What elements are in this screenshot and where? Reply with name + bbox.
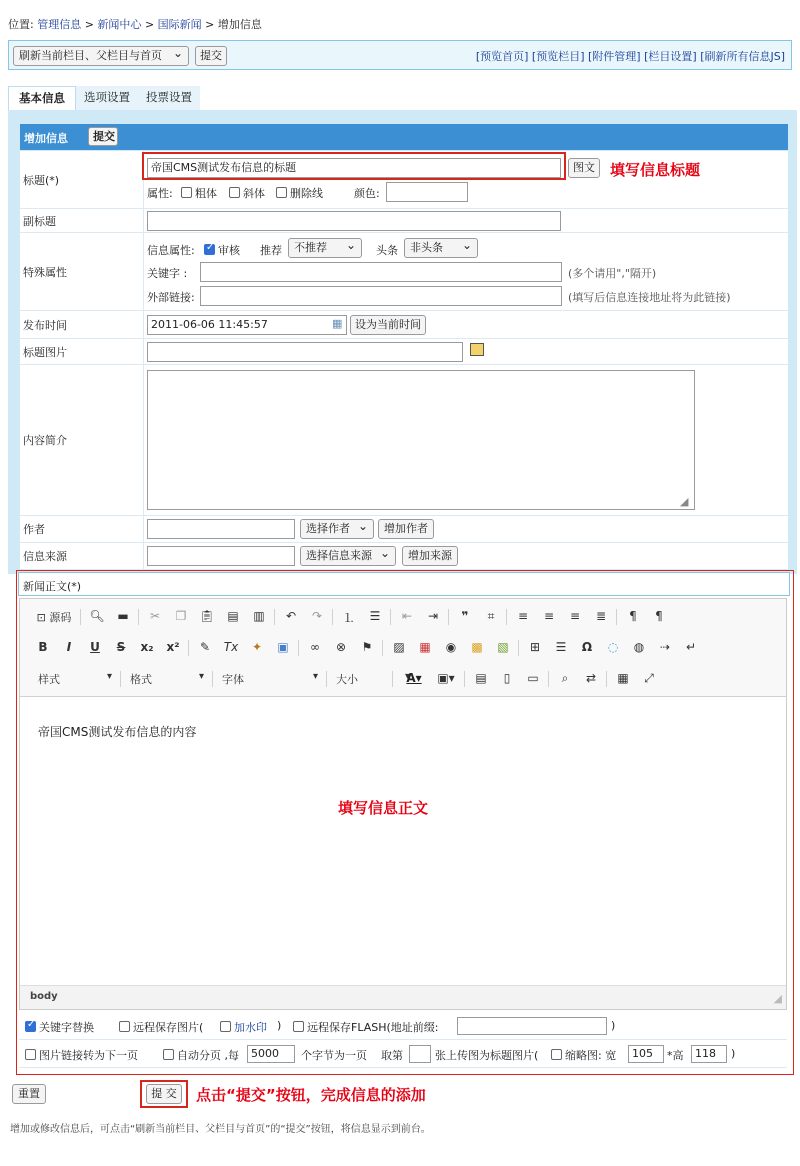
- source-code-label: 源码: [49, 611, 72, 624]
- auto-page-option[interactable]: [163, 1047, 239, 1063]
- strike-label: 删除线: [290, 187, 323, 200]
- top-toolbar: [8, 40, 792, 70]
- text-color-icon[interactable]: A▾: [406, 671, 422, 685]
- subscript-icon[interactable]: x₂: [140, 640, 154, 654]
- take-label: 取第: [381, 1049, 403, 1062]
- resize-handle-icon[interactable]: ◢: [680, 495, 689, 508]
- select-source[interactable]: 选择信息来源 ⌄: [300, 546, 396, 566]
- remote-flash-label: 远程保存FLASH(地址前缀:: [307, 1021, 439, 1034]
- form-header-title: 增加信息: [24, 132, 68, 145]
- external-link-label: 外部链接:: [147, 291, 195, 304]
- horizontal-line-icon[interactable]: ☰: [555, 640, 567, 654]
- size-combo[interactable]: [336, 671, 410, 687]
- bg-color-icon[interactable]: ▣▾: [437, 671, 455, 685]
- link-next-option[interactable]: [25, 1047, 138, 1063]
- blockquote-icon[interactable]: ❞: [461, 609, 469, 623]
- source-row: [20, 543, 788, 570]
- add-author-button[interactable]: 增加作者: [378, 519, 434, 539]
- link-icon[interactable]: ∞: [310, 640, 320, 654]
- redo-icon[interactable]: ↷: [311, 609, 323, 623]
- format-painter-icon[interactable]: ✎: [199, 640, 211, 654]
- italic-icon[interactable]: I: [66, 640, 72, 654]
- external-link-hint: (填写后信息连接地址将为此链接): [568, 291, 731, 304]
- toolbar-separator: [274, 609, 275, 625]
- publish-time-input[interactable]: 2011-06-06 11:45:57: [147, 315, 347, 335]
- attachment-icon[interactable]: ▩: [471, 640, 483, 654]
- audit-option[interactable]: [204, 242, 240, 258]
- subtitle-label: 副标题: [20, 209, 144, 232]
- audit-label: 审核: [218, 244, 240, 257]
- watermark-link[interactable]: 加水印: [234, 1021, 267, 1034]
- size-combo-label: 大小: [336, 673, 358, 686]
- title-highlight-box: [142, 152, 566, 180]
- toolbar-separator: [332, 609, 333, 625]
- tab-vote[interactable]: 投票设置: [138, 86, 200, 110]
- select-author[interactable]: 选择作者 ⌄: [300, 519, 374, 539]
- bold-label: 粗体: [195, 187, 217, 200]
- breadcrumb-sep: >: [205, 18, 215, 31]
- title-annotation: 填写信息标题: [610, 161, 701, 179]
- toolbar-separator: [212, 671, 213, 687]
- replace-icon[interactable]: ⇄: [585, 671, 597, 685]
- source-code-button[interactable]: [34, 609, 74, 625]
- unlink-icon[interactable]: ⊗: [335, 640, 347, 654]
- clean-format-icon[interactable]: ✦: [251, 640, 263, 654]
- bold-option[interactable]: [181, 185, 217, 201]
- breadcrumb-link-intl-news[interactable]: 国际新闻: [157, 18, 202, 31]
- toolbar-separator: [326, 671, 327, 687]
- options-row-2: [19, 1040, 787, 1068]
- toolbar-separator: [518, 640, 519, 656]
- watermark-close-paren: ): [277, 1019, 282, 1032]
- color-input[interactable]: [386, 182, 468, 202]
- title-pic-label: 标题图片: [20, 339, 144, 364]
- maximize-icon[interactable]: ⤢: [644, 671, 654, 685]
- take-index-input[interactable]: [409, 1045, 431, 1063]
- emoticon-icon[interactable]: ◌: [607, 640, 619, 654]
- keyword-replace-label: 关键字替换: [39, 1021, 94, 1034]
- font-combo[interactable]: [222, 671, 318, 687]
- summary-textarea[interactable]: [147, 370, 695, 510]
- calendar-icon[interactable]: ▦: [332, 317, 343, 330]
- toolbar-separator: [606, 671, 607, 687]
- toolbar-separator: [548, 671, 549, 687]
- remove-format-icon[interactable]: Tx: [223, 640, 239, 654]
- special-row: [20, 233, 788, 311]
- submit-annotation: 点击“提交”按钮，完成信息的添加: [196, 1086, 426, 1104]
- toolbar-separator: [188, 640, 189, 656]
- bold-checkbox[interactable]: [181, 187, 192, 198]
- take-suffix-label: 张上传图为标题图片(: [435, 1049, 539, 1062]
- content-annotation: 填写信息正文: [338, 799, 429, 817]
- thumb-width-label: 缩略图: 宽: [565, 1049, 617, 1062]
- show-blocks-icon[interactable]: ▦: [617, 671, 629, 685]
- editor-resize-icon[interactable]: ◢: [773, 992, 782, 1005]
- toolbar-separator: [390, 609, 391, 625]
- editor-toolbar: [20, 599, 786, 697]
- subtitle-row: [20, 209, 788, 233]
- remote-save-pic-label: 远程保存图片(: [133, 1021, 204, 1034]
- auto-page-input[interactable]: 5000: [247, 1045, 295, 1063]
- bold-icon[interactable]: B: [38, 640, 48, 654]
- find-icon[interactable]: ⌕: [561, 671, 569, 685]
- cut-icon[interactable]: ✂: [149, 609, 161, 623]
- iframe-icon[interactable]: ◍: [633, 640, 645, 654]
- breadcrumb-link-manage[interactable]: 管理信息: [37, 18, 82, 31]
- thumb-height-input[interactable]: 118: [691, 1045, 727, 1063]
- recommend-label: 推荐: [260, 244, 282, 257]
- upload-file-icon[interactable]: ▧: [497, 640, 509, 654]
- attr-label: 属性:: [147, 187, 173, 200]
- watermark-option[interactable]: [220, 1019, 267, 1035]
- set-current-time-button[interactable]: 设为当前时间: [350, 315, 426, 335]
- publish-time-row: [20, 311, 788, 339]
- special-char-icon[interactable]: Ω: [581, 640, 593, 654]
- toolbar-separator: [138, 609, 139, 625]
- news-body-label: 新闻正文(*): [23, 580, 82, 593]
- header-submit-button[interactable]: 提交: [88, 127, 118, 146]
- thumb-width-input[interactable]: 105: [628, 1045, 664, 1063]
- reset-button[interactable]: 重置: [12, 1084, 46, 1104]
- keyword-replace-option[interactable]: [25, 1019, 94, 1035]
- refresh-submit-button[interactable]: 提交: [195, 46, 227, 66]
- font-combo-label: 字体: [222, 673, 244, 686]
- thumb-close-paren: ): [731, 1047, 736, 1060]
- summary-row: [20, 365, 788, 516]
- headline-label: 头条: [376, 244, 398, 257]
- source-input[interactable]: [147, 546, 295, 566]
- undo-icon[interactable]: ↶: [285, 609, 297, 623]
- editor-content[interactable]: 帝国CMS测试发布信息的内容: [38, 725, 197, 739]
- toolbar-separator: [616, 609, 617, 625]
- flash-icon[interactable]: ◉: [445, 640, 457, 654]
- rtl-icon[interactable]: ¶: [655, 609, 663, 623]
- audit-checkbox[interactable]: [204, 244, 215, 255]
- remote-save-pic-checkbox[interactable]: [119, 1021, 130, 1032]
- breadcrumb: [8, 16, 262, 32]
- format-combo[interactable]: [130, 671, 204, 687]
- options-row-1: [19, 1012, 787, 1040]
- publish-time-label: 发布时间: [20, 311, 144, 338]
- thumb-height-label: *高: [667, 1049, 684, 1062]
- breadcrumb-sep: >: [144, 18, 155, 31]
- numbered-list-icon[interactable]: ⒈: [342, 611, 355, 625]
- info-attr-label: 信息属性:: [147, 244, 195, 257]
- ltr-icon[interactable]: ¶: [629, 609, 637, 623]
- title-pic-row: [20, 339, 788, 365]
- headline-select[interactable]: 非头条 ⌄: [404, 238, 478, 258]
- keyword-hint: (多个请用","隔开): [568, 267, 657, 280]
- strike-option[interactable]: [276, 185, 323, 201]
- toolbar-separator: [382, 640, 383, 656]
- external-link-input[interactable]: [200, 286, 562, 306]
- auto-page-label: 自动分页 ,每: [177, 1049, 239, 1062]
- italic-label: 斜体: [243, 187, 265, 200]
- source-code-icon: ⊡: [36, 611, 46, 624]
- bottom-note: 增加或修改信息后，可点击“刷新当前栏目、父栏目与首页”的“提交”按钮，将信息显示到前台。: [10, 1124, 431, 1135]
- toolbar-separator: [392, 671, 393, 687]
- breadcrumb-prefix: 位置:: [8, 18, 34, 31]
- image-picker-icon[interactable]: [470, 343, 484, 356]
- insert-paging-icon[interactable]: ↵: [685, 640, 697, 654]
- toolbar-separator: [506, 609, 507, 625]
- paste-word-icon[interactable]: ▥: [253, 609, 265, 623]
- author-label: 作者: [20, 516, 144, 542]
- toolbar-separator: [120, 671, 121, 687]
- select-all-icon[interactable]: ▤: [475, 671, 487, 685]
- title-pic-input[interactable]: [147, 342, 463, 362]
- table-icon[interactable]: ⊞: [529, 640, 541, 654]
- image-icon[interactable]: ▨: [393, 640, 405, 654]
- title-label: 标题(*): [20, 151, 144, 208]
- recommend-select[interactable]: 不推荐 ⌄: [288, 238, 362, 258]
- div-container-icon[interactable]: ⌗: [487, 609, 495, 623]
- special-label: 特殊属性: [20, 233, 144, 310]
- underline-icon[interactable]: U: [90, 640, 100, 654]
- source-label: 信息来源: [20, 543, 144, 569]
- toolbar-separator: [464, 671, 465, 687]
- anchor-icon[interactable]: ⚑: [361, 640, 373, 654]
- title-pic-button[interactable]: 图文: [568, 158, 600, 178]
- watermark-checkbox[interactable]: [220, 1021, 231, 1032]
- form-header: [20, 124, 788, 150]
- breadcrumb-link-news-center[interactable]: 新闻中心: [97, 18, 142, 31]
- refresh-js-link[interactable]: [刷新所有信息JS]: [700, 50, 785, 63]
- author-input[interactable]: [147, 519, 295, 539]
- remote-flash-option[interactable]: [293, 1019, 438, 1035]
- align-justify-icon[interactable]: ≣: [595, 609, 607, 623]
- strike-checkbox[interactable]: [276, 187, 287, 198]
- refresh-select[interactable]: 刷新当前栏目、父栏目与首页 ⌄: [13, 46, 189, 66]
- thumb-checkbox[interactable]: [551, 1049, 562, 1060]
- keyword-input[interactable]: [200, 262, 562, 282]
- element-path[interactable]: body: [30, 991, 58, 1002]
- new-page-icon[interactable]: ▯: [503, 671, 511, 685]
- add-source-button[interactable]: 增加来源: [402, 546, 458, 566]
- print-icon[interactable]: ▬: [117, 609, 129, 623]
- link-next-checkbox[interactable]: [25, 1049, 36, 1060]
- remote-flash-checkbox[interactable]: [293, 1021, 304, 1032]
- tab-basic-info[interactable]: 基本信息: [8, 86, 76, 110]
- superscript-icon[interactable]: x²: [166, 640, 180, 654]
- tab-options[interactable]: 选项设置: [76, 86, 138, 110]
- align-right-icon[interactable]: ≡: [569, 609, 581, 623]
- page-break-icon[interactable]: ⇢: [659, 640, 671, 654]
- keyword-label: 关键字 :: [147, 267, 188, 280]
- strikethrough-icon[interactable]: S: [116, 640, 126, 654]
- author-row: [20, 516, 788, 543]
- toolbar-separator: [80, 609, 81, 625]
- align-center-icon[interactable]: ≡: [543, 609, 555, 623]
- preview-home-link[interactable]: [预览首页]: [475, 50, 529, 63]
- format-combo-label: 格式: [130, 673, 152, 686]
- editor-status-bar: [20, 985, 786, 1009]
- media-icon[interactable]: ▦: [419, 640, 431, 654]
- copy-icon[interactable]: ❐: [175, 609, 187, 623]
- link-next-label: 图片链接转为下一页: [39, 1049, 138, 1062]
- attachment-manage-link[interactable]: [附件管理]: [588, 50, 641, 63]
- italic-option[interactable]: [229, 185, 265, 201]
- chars-per-page-label: 个字节为一页: [301, 1049, 367, 1062]
- submit-button[interactable]: 提 交: [146, 1084, 182, 1104]
- outdent-icon[interactable]: ⇤: [401, 609, 413, 623]
- auto-page-checkbox[interactable]: [163, 1049, 174, 1060]
- title-input[interactable]: 帝国CMS测试发布信息的标题: [147, 158, 561, 178]
- subtitle-input[interactable]: [147, 211, 561, 231]
- align-left-icon[interactable]: ≡: [517, 609, 529, 623]
- color-label: 颜色:: [354, 187, 380, 200]
- toolbar-separator: [298, 640, 299, 656]
- style-combo[interactable]: [38, 671, 112, 687]
- paste-icon[interactable]: 📋︎: [199, 609, 215, 623]
- breadcrumb-current: 增加信息: [217, 18, 262, 31]
- flash-close-paren: ): [611, 1019, 616, 1032]
- thumb-option[interactable]: [551, 1047, 616, 1063]
- top-links: [476, 48, 785, 64]
- paste-clean-icon[interactable]: ▣: [277, 640, 289, 654]
- keyword-replace-checkbox[interactable]: [25, 1021, 36, 1032]
- summary-label: 内容简介: [20, 365, 144, 515]
- italic-checkbox[interactable]: [229, 187, 240, 198]
- breadcrumb-sep: >: [84, 18, 94, 31]
- remote-save-pic-option[interactable]: [119, 1019, 203, 1035]
- toolbar-separator: [448, 609, 449, 625]
- indent-icon[interactable]: ⇥: [427, 609, 439, 623]
- column-settings-link[interactable]: [栏目设置]: [644, 50, 697, 63]
- preview-column-link[interactable]: [预览栏目]: [531, 50, 585, 63]
- preview-icon[interactable]: 🔍︎: [89, 609, 105, 623]
- news-body-header: [18, 572, 790, 596]
- rich-text-editor: [19, 598, 787, 1010]
- bullet-list-icon[interactable]: ☰: [369, 609, 381, 623]
- flash-prefix-input[interactable]: [457, 1017, 607, 1035]
- template-icon[interactable]: ▭: [527, 671, 539, 685]
- paste-text-icon[interactable]: ▤: [227, 609, 239, 623]
- style-combo-label: 样式: [38, 673, 60, 686]
